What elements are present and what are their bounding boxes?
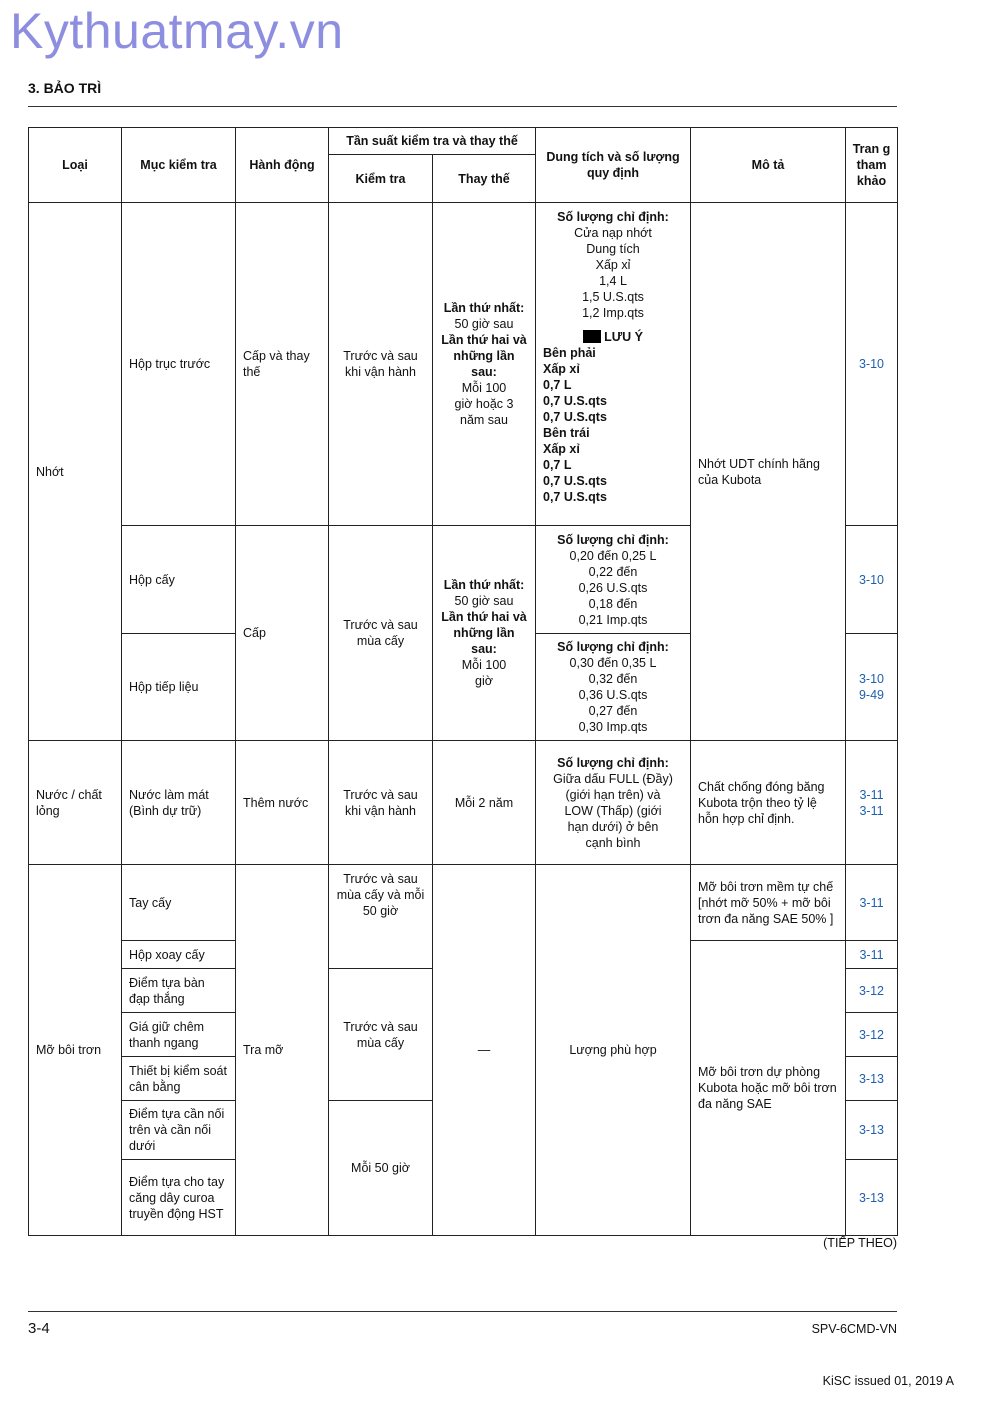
replace-first-label: Lần thứ nhất:: [443, 578, 525, 592]
ref-link[interactable]: 3-11: [859, 787, 884, 802]
note-line: 0,7 U.S.qts: [543, 394, 607, 408]
replace-first-value: 50 giờ sau: [454, 594, 514, 608]
planting-replace: [433, 526, 536, 741]
maintenance-table: [28, 127, 898, 1236]
grease-ref[interactable]: 3-13: [846, 1101, 898, 1160]
feed-case-ref: [846, 634, 898, 741]
note-label: LƯU Ý: [604, 330, 643, 344]
table-row: [29, 865, 898, 941]
ref-link[interactable]: 9-49: [858, 688, 885, 702]
grease-check-2: Trước và sau mùa cấy: [329, 969, 433, 1101]
grease-replace: —: [433, 865, 536, 1236]
grease-capacity: Lượng phù hợp: [536, 865, 691, 1236]
grease-item: Giá giữ chêm thanh ngang: [122, 1013, 236, 1057]
feed-case-item: Hộp tiếp liệu: [122, 634, 236, 741]
capacity-line: Dung tích: [586, 242, 640, 256]
water-capacity: [536, 741, 691, 865]
grease-ref[interactable]: 3-13: [846, 1057, 898, 1101]
grease-ref[interactable]: 3-13: [846, 1160, 898, 1236]
replace-next-value: Mỗi 100 giờ: [461, 658, 507, 688]
grease-item: Điểm tựa bàn đạp thắng: [122, 969, 236, 1013]
header-divider: [28, 106, 897, 107]
grease-ref[interactable]: 3-12: [846, 1013, 898, 1057]
water-item: Nước làm mát (Bình dự trữ): [122, 741, 236, 865]
planting-action: Cấp: [236, 526, 329, 741]
replace-next-label: Lần thứ hai và những lần sau:: [441, 610, 527, 656]
note-line: 0,7 U.S.qts: [543, 474, 607, 488]
header-type: Loại: [29, 128, 122, 203]
header-description: Mô tả: [691, 128, 846, 203]
ref-link[interactable]: 3-11: [859, 803, 884, 818]
note-line: 0,7 U.S.qts: [543, 410, 607, 424]
document-code: SPV-6CMD-VN: [811, 1322, 897, 1336]
front-axle-ref[interactable]: 3-10: [846, 203, 898, 526]
replace-first-label: Lần thứ nhất:: [443, 301, 525, 315]
water-action: Thêm nước: [236, 741, 329, 865]
header-replace: Thay thế: [433, 155, 536, 203]
note-line: 0,7 L: [543, 378, 572, 392]
capacity-line: 0,32 đến: [588, 672, 638, 686]
replace-next-value: Mỗi 100 giờ hoặc 3 năm sau: [454, 381, 514, 427]
grease-item: Thiết bị kiểm soát cân bằng: [122, 1057, 236, 1101]
header-action: Hành động: [236, 128, 329, 203]
capacity-line: 0,27 đến: [588, 704, 638, 718]
grease-item: Điểm tựa cần nối trên và cần nối dưới: [122, 1101, 236, 1160]
note-line: Bên phải: [543, 346, 596, 360]
feed-case-capacity: [536, 634, 691, 741]
capacity-line: 0,30 Imp.qts: [578, 720, 648, 734]
planting-case-ref[interactable]: 3-10: [846, 526, 898, 634]
grease-type: Mỡ bôi trơn: [29, 865, 122, 1236]
header-row: [29, 128, 898, 155]
header-item: Mục kiểm tra: [122, 128, 236, 203]
grease-item: Điểm tựa cho tay căng dây curoa truyền động HST: [122, 1160, 236, 1236]
planting-check: Trước và sau mùa cấy: [329, 526, 433, 741]
capacity-line: 0,26 U.S.qts: [578, 580, 648, 595]
capacity-line: 0,21 Imp.qts: [578, 612, 648, 627]
capacity-line: 0,36 U.S.qts: [578, 688, 648, 702]
oil-description: Nhớt UDT chính hãng của Kubota: [691, 203, 846, 741]
capacity-label: Số lượng chỉ định:: [557, 755, 669, 770]
ref-link[interactable]: 3-10: [858, 672, 885, 686]
page-number: 3-4: [28, 1320, 50, 1337]
grease-action: Tra mỡ: [236, 865, 329, 1236]
water-ref: [846, 741, 898, 865]
capacity-line: 0,22 đến: [588, 564, 638, 579]
front-axle-item: Hộp trục trước: [122, 203, 236, 526]
grease-check-3: Mỗi 50 giờ: [329, 1101, 433, 1236]
grease-check-1: Trước và sau mùa cấy và mỗi 50 giờ: [329, 865, 433, 969]
replace-first-value: 50 giờ sau: [454, 317, 514, 331]
grease-ref[interactable]: 3-11: [846, 941, 898, 969]
front-axle-check: Trước và sau khi vận hành: [329, 203, 433, 526]
grease-ref[interactable]: 3-12: [846, 969, 898, 1013]
capacity-line: 0,30 đến 0,35 L: [569, 656, 657, 670]
note-line: 0,7 U.S.qts: [543, 490, 607, 504]
front-axle-capacity: [536, 203, 691, 526]
grease-desc-2: Mỡ bôi trơn dự phòng Kubota hoặc mỡ bôi trơn đa năng SAE: [691, 941, 846, 1236]
footer-divider: [28, 1311, 897, 1312]
note-line: Xấp xỉ: [543, 362, 580, 376]
header-capacity: Dung tích và số lượng quy định: [536, 128, 691, 203]
capacity-label: Số lượng chỉ định:: [557, 532, 669, 547]
oil-type: Nhớt: [29, 203, 122, 741]
replace-next-label: Lần thứ hai và những lần sau:: [441, 333, 527, 379]
capacity-line: 0,20 đến 0,25 L: [569, 548, 657, 563]
capacity-label: Số lượng chỉ định:: [557, 210, 669, 224]
water-description: Chất chống đóng băng Kubota trộn theo tỷ lệ hỗn hợp chỉ định.: [691, 741, 846, 865]
table-row: [29, 741, 898, 865]
table-row: [29, 203, 898, 526]
capacity-line: 1,4 L: [599, 274, 627, 288]
capacity-line: 0,18 đến: [588, 596, 638, 611]
header-frequency: Tần suất kiểm tra và thay thế: [329, 128, 536, 155]
grease-item: Hộp xoay cấy: [122, 941, 236, 969]
header-check: Kiểm tra: [329, 155, 433, 203]
note-line: Xấp xỉ: [543, 442, 580, 456]
front-axle-action: Cấp và thay thế: [236, 203, 329, 526]
note-line: Bên trái: [543, 426, 590, 440]
watermark-logo: Kythuatmay.vn: [10, 3, 344, 59]
water-check: Trước và sau khi vận hành: [329, 741, 433, 865]
header-reference: Tran g tham khảo: [846, 128, 898, 203]
continued-label: (TIẾP THEO): [823, 1236, 897, 1250]
planting-case-capacity: [536, 526, 691, 634]
note-line: 0,7 L: [543, 458, 572, 472]
capacity-line: 1,5 U.S.qts: [582, 290, 644, 304]
capacity-label: Số lượng chỉ định:: [557, 640, 669, 654]
water-replace: Mỗi 2 năm: [433, 741, 536, 865]
front-axle-replace: [433, 203, 536, 526]
grease-desc-1: Mỡ bôi trơn mềm tự chế [nhớt mỡ 50% + mỡ bôi trơn đa năng SAE 50% ]: [691, 865, 846, 941]
capacity-line: Cửa nạp nhớt: [574, 226, 652, 240]
grease-ref[interactable]: 3-11: [846, 865, 898, 941]
note-heading: [543, 329, 683, 345]
grease-item: Tay cấy: [122, 865, 236, 941]
capacity-line: 1,2 Imp.qts: [582, 306, 644, 320]
capacity-line: Xấp xỉ: [595, 258, 631, 272]
planting-case-item: Hộp cấy: [122, 526, 236, 634]
water-type: Nước / chất lỏng: [29, 741, 122, 865]
note-icon: [583, 330, 601, 343]
issue-label: KiSC issued 01, 2019 A: [822, 1374, 954, 1388]
section-title: 3. BẢO TRÌ: [28, 80, 102, 96]
capacity-text: Giữa dấu FULL (Đầy) (giới hạn trên) và LOW (Thấp) (giới hạn dưới) ở bên cạnh bình: [553, 771, 673, 850]
